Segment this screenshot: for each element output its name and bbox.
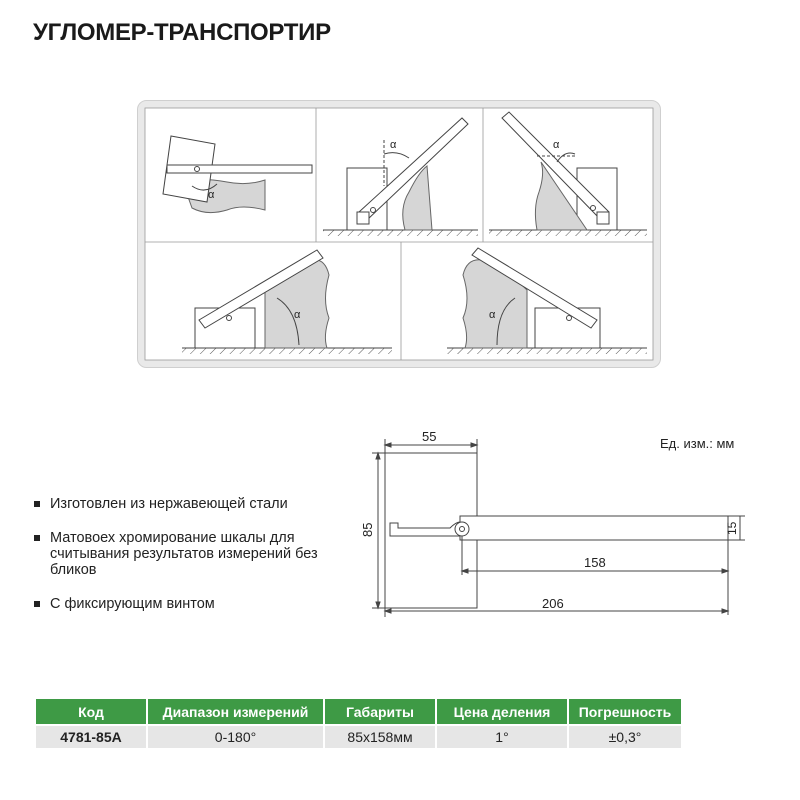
spec-dimensions: 85х158мм [324,725,436,748]
angle-label-1: α [208,189,215,201]
spec-header-accuracy: Погрешность [568,699,681,725]
bullet-icon [34,535,40,541]
angle-label-5: α [489,309,496,321]
dimension-drawing [360,425,755,625]
feature-item: Матовоех хромирование шкалы для считывания результатов измерений без бликов [33,530,350,578]
spec-header-range: Диапазон измерений [147,699,324,725]
dim-width-label: 55 [422,429,437,444]
angle-label-2: α [390,139,397,151]
spec-accuracy: ±0,3° [568,725,681,748]
dim-arm-width-label: 15 [725,521,739,535]
spec-header-dimensions: Габариты [324,699,436,725]
spec-division: 1° [436,725,568,748]
spec-header-code: Код [36,699,147,725]
dim-total-length-label: 206 [542,596,564,611]
spec-code: 4781-85A [36,725,147,748]
feature-list [33,496,350,630]
spec-table [36,699,681,748]
bullet-icon [34,601,40,607]
page-title: УГЛОМЕР-ТРАНСПОРТИР [33,19,331,46]
bullet-icon [34,501,40,507]
feature-item: Изготовлен из нержавеющей стали [33,496,350,512]
angle-label-3: α [553,139,560,151]
feature-item: С фиксирующим винтом [33,596,350,612]
dim-arm-length-label: 158 [584,555,606,570]
spec-header-division: Цена деления [436,699,568,725]
units-label: Ед. изм.: мм [660,436,735,451]
spec-header-row [36,699,681,725]
dim-height-label: 85 [360,522,375,537]
spec-range: 0-180° [147,725,324,748]
usage-illustrations [137,100,661,368]
table-row [36,725,681,748]
angle-label-4: α [294,309,301,321]
